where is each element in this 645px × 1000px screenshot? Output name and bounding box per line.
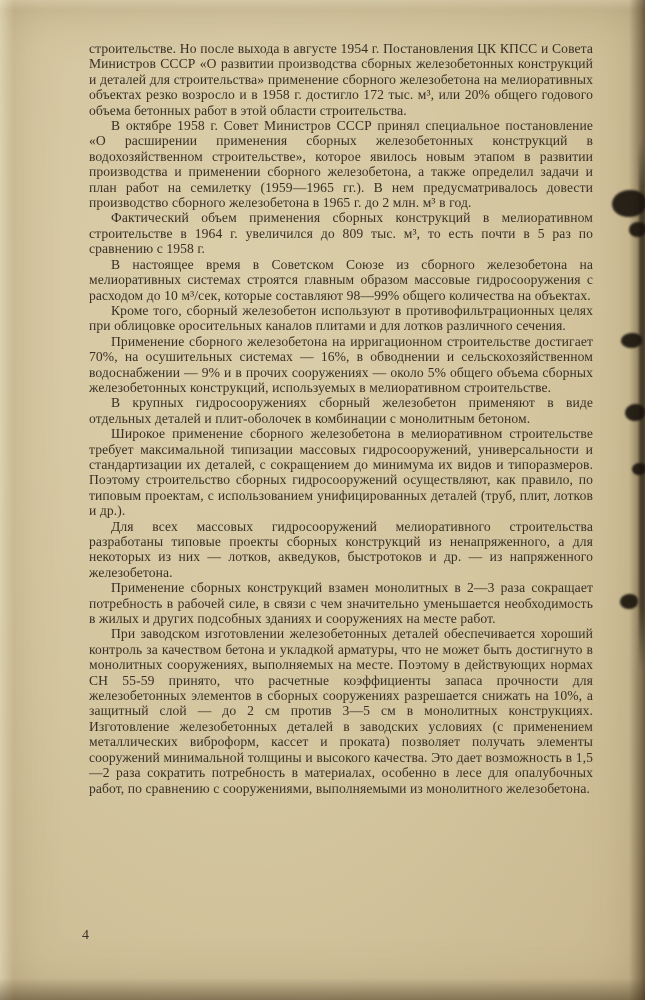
scan-shadow-bottom [0, 978, 645, 1000]
paragraph: Применение сборного железобетона на ирригационном строительстве достигает 70%, на осушительных системах — 16%, в обводнении и сельскохозяйственном водоснабжении — 9% и в прочих сооружениях — около 5% общего объема сборных железобетонных конструкций, используемых в мелиоративном строительстве. [89, 333, 593, 395]
scan-artifact [629, 222, 645, 237]
text-column [89, 41, 593, 796]
paragraph: Кроме того, сборный железобетон используют в противофильтрационных целях при облицовке оросительных каналов плитами и для лотков различного сечения. [89, 302, 593, 334]
scan-artifact [625, 404, 645, 421]
paragraph: Фактический объем применения сборных конструкций в мелиоративном строительстве в 1964 г. увеличился до 809 тыс. м³, то есть почти в 5 раз по сравнению с 1958 г. [89, 210, 593, 257]
scan-artifact [612, 190, 645, 217]
paragraph: строительстве. Но после выхода в августе 1954 г. Постановления ЦК КПСС и Совета Министров СССР «О развитии производства сборных железобетонных конструкций и деталей для строительства» применение сборного железобетона на мелиоративных объектах резко возросло и в 1958 г. достигло 172 тыс. м³, или 20% общего годового объема бетонных работ в этой области строительства. [89, 41, 593, 118]
page-number: 4 [82, 928, 89, 943]
paragraph: В настоящее время в Советском Союзе из сборного железобетона на мелиоративных системах строятся главным образом массовые гидросооружения с расходом до 10 м³/сек, которые составляют 98—99% общего количества на объектах. [89, 256, 593, 303]
paragraph: Применение сборных конструкций взамен монолитных в 2—3 раза сокращает потребность в рабочей силе, в связи с чем значительно уменьшается необходимость в жилых и других подсобных зданиях и сооружениях на месте работ. [89, 580, 593, 627]
scan-artifact [632, 463, 645, 475]
paragraph: Широкое применение сборного железобетона в мелиоративном строительстве требует максимальной типизации массовых гидросооружений, универсальности и стандартизации их деталей, с сокращением до минимума их видов и типоразмеров. Поэтому строительство сборных гидросооружений осуществляют, как правило, по типовым проектам, с использованием унифицированных деталей (труб, плит, лотков и др.). [89, 426, 593, 519]
paragraph: Для всех массовых гидросооружений мелиоративного строительства разработаны типовые проекты сборных конструкций из ненапряженного, а для некоторых из них — лотков, акведуков, быстротоков и др. — из напряженного железобетона. [89, 518, 593, 580]
scan-artifact [621, 333, 642, 348]
scan-highlight-left [0, 0, 14, 1000]
paragraph: В октябре 1958 г. Совет Министров СССР принял специальное постановление «О расширении применения сборных железобетонных конструкций в водохозяйственном строительстве», которое явилось новым этапом в развитии производства и применении сборного железобетона, а также определил задачи и план работ на семилетку (1959—1965 гг.). В нем предусматривалось довести производство сборного железобетона в 1965 г. до 2 млн. м³ в год. [89, 118, 593, 211]
paragraph: При заводском изготовлении железобетонных деталей обеспечивается хороший контроль за качеством бетона и укладкой арматуры, что не может быть достигнуто в монолитных сооружениях, выполняемых на месте. Поэтому в действующих нормах СН 55-59 принято, что расчетные коэффициенты запаса прочности для железобетонных элементов в сборных сооружениях разрешается снижать на 10%, а защитный слой — до 2 см против 3—5 см в монолитных конструкциях. Изготовление железобетонных деталей в заводских условиях (с применением металлических виброформ, кассет и проката) позволяет получать элементы сооружений минимальной толщины и высокого качества. Это дает возможность в 1,5—2 раза сократить потребность в материалах, особенно в лесе для опалубочных работ, по сравнению с сооружениями, выполняемыми из монолитного железобетона. [89, 626, 593, 796]
scan-artifact [620, 594, 638, 609]
scan-highlight-top [0, 0, 645, 10]
paragraph: В крупных гидросооружениях сборный железобетон применяют в виде отдельных деталей и плит-оболочек в комбинации с монолитным бетоном. [89, 395, 593, 426]
